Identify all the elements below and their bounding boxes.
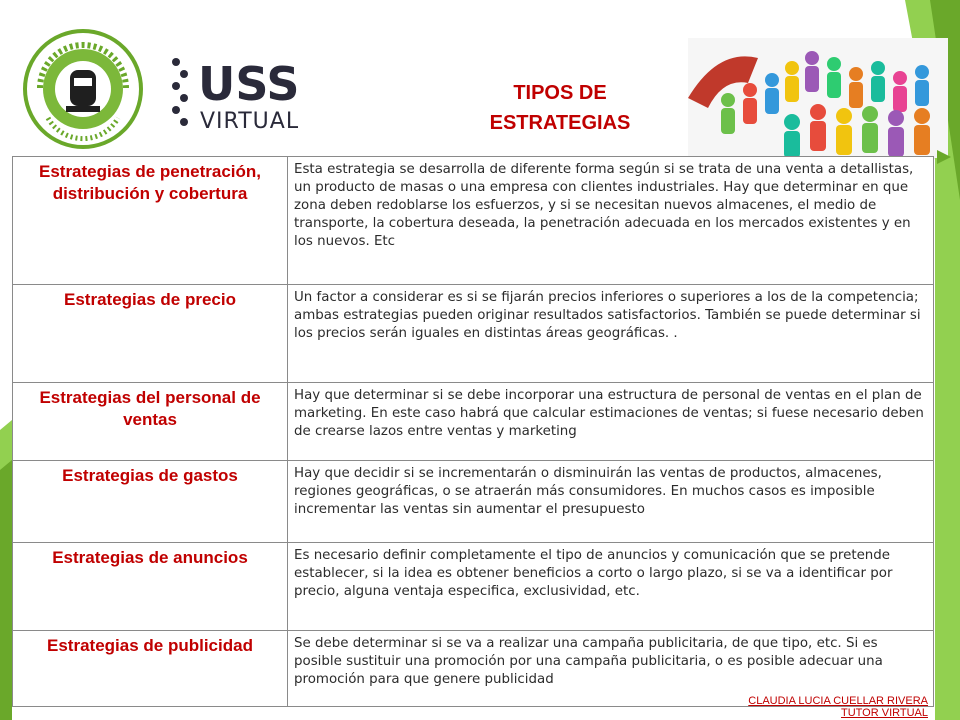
- title-line-1: TIPOS DE: [513, 82, 607, 104]
- strategy-description: Se debe determinar si se va a realizar una campaña publicitaria, de que tipo, etc. Si es posible sustituir una promoción por una campaña publicitaria, o es posible adecuar una promoción para que genere publicidad: [288, 631, 934, 707]
- uss-virtual-logo: [168, 54, 318, 134]
- table-row: [13, 543, 934, 631]
- strategy-name: Estrategias de precio: [13, 285, 288, 383]
- table-row: [13, 285, 934, 383]
- university-seal-logo: [18, 28, 148, 150]
- strategy-name: Estrategias del personal de ventas: [13, 383, 288, 461]
- strategies-table: [12, 156, 934, 707]
- crowd-illustration: [688, 38, 948, 158]
- strategies-table-container: [12, 156, 934, 706]
- play-triangle-icon: [937, 150, 951, 164]
- author-name: CLAUDIA LUCIA CUELLAR RIVERA: [748, 695, 928, 707]
- author-role: TUTOR VIRTUAL: [841, 707, 928, 719]
- strategy-description: Esta estrategia se desarrolla de diferente forma según si se trata de una venta a detallistas, un producto de masas o una empresa con clientes industriales. Hay que determinar en que zona deben redoblarse los esfuerzos, y si se necesitan nuevos almacenes, el medio de transporte, la cobertura deseada, la penetración adecuada en los mercados existentes y en los nuevos. Etc: [288, 157, 934, 285]
- svg-text:USS: USS: [198, 57, 300, 111]
- title-line-2: ESTRATEGIAS: [489, 112, 631, 134]
- strategy-description: Es necesario definir completamente el tipo de anuncios y comunicación que se pretende establecer, si la idea es obtener beneficios a corto o largo plazo, si se va a identificar por precio, alguna ventaja especifica, exclusividad, etc.: [288, 543, 934, 631]
- strategy-name: Estrategias de publicidad: [13, 631, 288, 707]
- page-title: [470, 78, 650, 138]
- table-row: [13, 157, 934, 285]
- strategy-name: Estrategias de penetración, distribución y cobertura: [13, 157, 288, 285]
- header-logos: [18, 28, 318, 150]
- strategy-name: Estrategias de anuncios: [13, 543, 288, 631]
- strategy-description: Hay que determinar si se debe incorporar una estructura de personal de ventas en el plan de marketing. En este caso habrá que calcular estimaciones de ventas; si fuese necesario deben de crearse lazos entre ventas y marketing: [288, 383, 934, 461]
- table-row: [13, 461, 934, 543]
- strategy-description: Un factor a considerar es si se fijarán precios inferiores o superiores a los de la competencia; ambas estrategias pueden originar resultados satisfactorios. También se puede determinar si los precios serán iguales en distintas áreas geográficas. .: [288, 285, 934, 383]
- svg-text:VIRTUAL: VIRTUAL: [200, 109, 300, 134]
- strategy-name: Estrategias de gastos: [13, 461, 288, 543]
- strategy-description: Hay que decidir si se incrementarán o disminuirán las ventas de productos, almacenes, regiones geográficas, o se atraerán más consumidores. En muchos casos es imposible incrementar las ventas sin aumentar el presupuesto: [288, 461, 934, 543]
- people-crowd-image: [688, 38, 948, 158]
- footer-credits: [620, 695, 928, 719]
- table-row: [13, 383, 934, 461]
